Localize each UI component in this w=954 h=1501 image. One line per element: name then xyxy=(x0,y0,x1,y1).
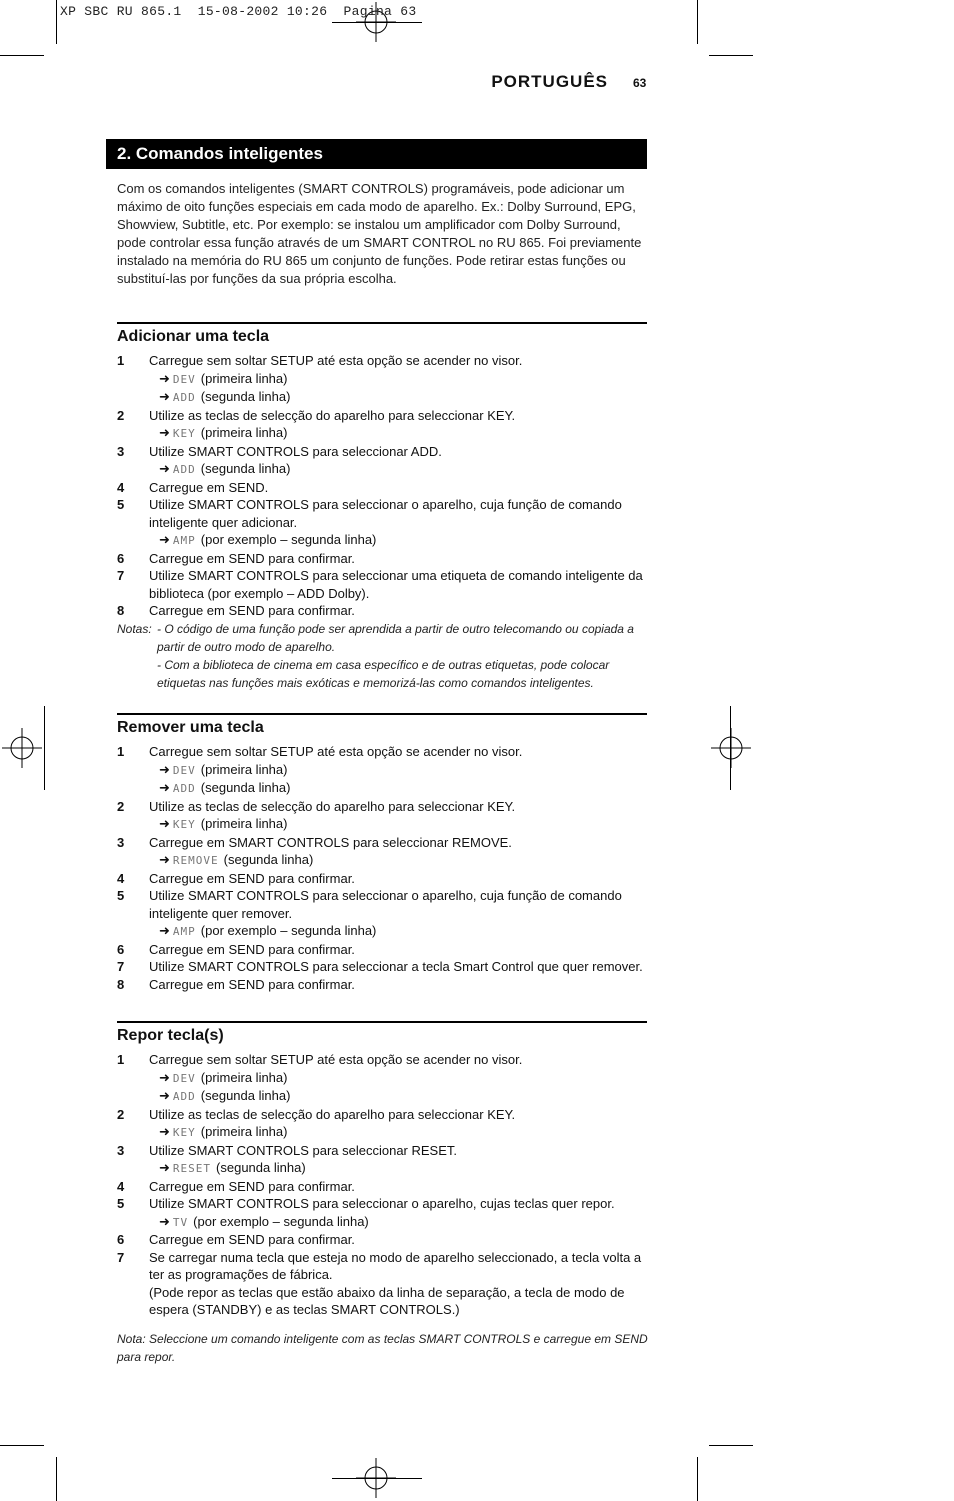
arrow-icon: ➜ xyxy=(159,852,170,867)
section-rule xyxy=(117,713,647,715)
lcd-text: ADD xyxy=(172,782,196,795)
step: (Pode repor as teclas que estão abaixo da linha de separação, a tecla de modo de espera (STANDBY) e as teclas SMART CONTROLS.) xyxy=(149,1284,625,1317)
crop-mark xyxy=(709,55,753,56)
lcd-text: ADD xyxy=(172,391,196,404)
lcd-text: KEY xyxy=(172,1126,196,1139)
arrow-icon: ➜ xyxy=(159,1160,170,1175)
step: 2 Utilize as teclas de selecção do aparelho para seleccionar KEY. xyxy=(117,798,516,814)
registration-mark-icon xyxy=(356,1458,396,1498)
arrow-icon: ➜ xyxy=(159,1088,170,1103)
steps-remove xyxy=(117,743,649,993)
print-header: XP SBC RU 865.1 15-08-2002 10:26 Pagina 63 xyxy=(60,4,417,19)
step: 4 Carregue em SEND. xyxy=(117,479,269,495)
subheading-add: Adicionar uma tecla xyxy=(117,328,270,345)
lcd-text: DEV xyxy=(172,372,196,386)
step: 7 Utilize SMART CONTROLS para seleccionar uma etiqueta de comando inteligente da biblioteca (por exemplo – ADD Dolby). xyxy=(117,568,643,601)
section-rule xyxy=(117,322,647,324)
crop-mark xyxy=(697,1457,698,1501)
display-line: ➜ ADD (segunda linha) xyxy=(159,780,291,795)
display-line: ➜ ADD (segunda linha) xyxy=(159,1088,291,1103)
steps-add xyxy=(117,352,649,620)
language-label: PORTUGUÊS xyxy=(491,72,608,91)
crop-mark xyxy=(0,55,44,56)
step: 5 Utilize SMART CONTROLS para seleccionar o aparelho, cuja função de comando inteligente quer remover. xyxy=(117,888,622,921)
note-reset: Nota: Seleccione um comando inteligente com as teclas SMART CONTROLS e carregue em SEND para repor. xyxy=(117,1332,648,1364)
step: 2 Utilize as teclas de selecção do aparelho para seleccionar KEY. xyxy=(117,1106,516,1122)
crop-mark xyxy=(0,1445,44,1446)
display-line: ➜ RESET (segunda linha) xyxy=(159,1160,306,1175)
arrow-icon: ➜ xyxy=(159,461,170,476)
step: 1 Carregue sem soltar SETUP até esta opção se acender no visor. xyxy=(117,744,523,759)
registration-mark-icon xyxy=(2,728,42,768)
arrow-icon: ➜ xyxy=(159,1124,170,1139)
subheading-reset: Repor tecla(s) xyxy=(117,1027,224,1044)
note: - O código de uma função pode ser aprendida a partir de outro telecomando ou copiada a partir de outro modo de aparelho. xyxy=(157,622,634,654)
lcd-text: DEV xyxy=(172,763,196,777)
crop-mark xyxy=(730,706,731,790)
crop-mark xyxy=(56,0,57,44)
step: 8 Carregue em SEND para confirmar. xyxy=(117,976,355,992)
page-number: 63 xyxy=(633,76,647,90)
display-line: ➜ KEY (primeira linha) xyxy=(159,425,288,440)
intro-paragraph: Com os comandos inteligentes (SMART CONTROLS) programáveis, pode adicionar um máximo de oito funções especiais em cada modo de aparelho. Ex.: Dolby Surround, EPG, Showview, Subtitle, etc. Por exemplo: se instalou um amplificador com Dolby Surround, pode controlar essa função através de um SMART CONTROL no RU 865. Foi previamente instalado na memória do RU 865 um conjunto de funções. Pode retirar estas funções ou substituí-las por funções da sua própria escolha. xyxy=(117,181,642,286)
arrow-icon: ➜ xyxy=(159,780,170,795)
step: 6 Carregue em SEND para confirmar. xyxy=(117,941,355,957)
display-line: ➜ KEY (primeira linha) xyxy=(159,816,288,831)
lcd-text: TV xyxy=(172,1215,189,1229)
step: 6 Carregue em SEND para confirmar. xyxy=(117,550,355,566)
display-line: ➜ DEV (primeira linha) xyxy=(159,370,288,386)
crop-mark xyxy=(709,1445,753,1446)
lcd-text: ADD xyxy=(172,463,196,476)
display-line: ➜ ADD (segunda linha) xyxy=(159,389,291,404)
section-rule xyxy=(117,1021,647,1023)
step: 3 Utilize SMART CONTROLS para seleccionar ADD. xyxy=(117,443,442,459)
step: 3 Carregue em SMART CONTROLS para seleccionar REMOVE. xyxy=(117,834,512,850)
registration-mark-icon xyxy=(711,728,751,768)
lcd-text: AMP xyxy=(172,925,196,938)
crop-mark xyxy=(44,706,45,790)
step: 5 Utilize SMART CONTROLS para seleccionar o aparelho, cujas teclas quer repor. xyxy=(117,1196,615,1211)
lcd-text: RESET xyxy=(172,1162,212,1175)
arrow-icon: ➜ xyxy=(159,816,170,831)
step: 3 Utilize SMART CONTROLS para seleccionar RESET. xyxy=(117,1142,458,1158)
arrow-icon: ➜ xyxy=(159,370,170,386)
step: 7 Utilize SMART CONTROLS para seleccionar a tecla Smart Control que quer remover. xyxy=(117,959,643,974)
arrow-icon: ➜ xyxy=(159,532,170,547)
step: 4 Carregue em SEND para confirmar. xyxy=(117,1178,355,1194)
display-line: ➜ DEV (primeira linha) xyxy=(159,1069,288,1085)
step: 5 Utilize SMART CONTROLS para seleccionar o aparelho, cuja função de comando inteligente quer adicionar. xyxy=(117,497,622,530)
arrow-icon: ➜ xyxy=(159,389,170,404)
display-line: ➜ AMP (por exemplo – segunda linha) xyxy=(159,532,377,547)
step: 7 Se carregar numa tecla que esteja no modo de aparelho seleccionado, a tecla volta a ter as programações de fábrica. xyxy=(117,1249,642,1282)
step: 4 Carregue em SEND para confirmar. xyxy=(117,870,355,886)
step: 6 Carregue em SEND para confirmar. xyxy=(117,1232,355,1247)
step: 1 Carregue sem soltar SETUP até esta opção se acender no visor. xyxy=(117,1052,523,1067)
display-line: ➜ REMOVE (segunda linha) xyxy=(159,852,314,867)
arrow-icon: ➜ xyxy=(159,761,170,777)
note: - Com a biblioteca de cinema em casa específico e de outras etiquetas, pode colocar etiquetas nas funções mais exóticas e memorizá-las como comandos inteligentes. xyxy=(157,658,610,690)
arrow-icon: ➜ xyxy=(159,923,170,938)
display-line: ➜ TV (por exemplo – segunda linha) xyxy=(159,1213,369,1229)
display-line: ➜ KEY (primeira linha) xyxy=(159,1124,288,1139)
crop-mark xyxy=(56,1457,57,1501)
display-line: ➜ ADD (segunda linha) xyxy=(159,461,291,476)
step: 1 Carregue sem soltar SETUP até esta opção se acender no visor. xyxy=(117,353,523,368)
lcd-text: ADD xyxy=(172,1090,196,1103)
lcd-text: AMP xyxy=(172,534,196,547)
lcd-text: KEY xyxy=(172,427,196,440)
step: 8 Carregue em SEND para confirmar. xyxy=(117,603,355,618)
arrow-icon: ➜ xyxy=(159,1213,170,1229)
arrow-icon: ➜ xyxy=(159,425,170,440)
steps-reset xyxy=(117,1051,649,1319)
step: 2 Utilize as teclas de selecção do aparelho para seleccionar KEY. xyxy=(117,407,516,423)
section-title: 2. Comandos inteligentes xyxy=(106,139,647,169)
lcd-text: DEV xyxy=(172,1071,196,1085)
crop-mark xyxy=(697,0,698,44)
lcd-text: KEY xyxy=(172,818,196,831)
display-line: ➜ AMP (por exemplo – segunda linha) xyxy=(159,923,377,938)
notes-add: Notas: - O código de uma função pode ser aprendida a partir de outro telecomando ou copiada a partir de outro modo de aparelho. - Com a biblioteca de cinema em casa específico e de outras etiquetas, pode colocar etiquetas nas funções mais exóticas e memorizá-las como comandos inteligentes. xyxy=(117,620,649,692)
display-line: ➜ DEV (primeira linha) xyxy=(159,761,288,777)
lcd-text: REMOVE xyxy=(172,854,219,867)
arrow-icon: ➜ xyxy=(159,1069,170,1085)
subheading-remove: Remover uma tecla xyxy=(117,719,264,736)
